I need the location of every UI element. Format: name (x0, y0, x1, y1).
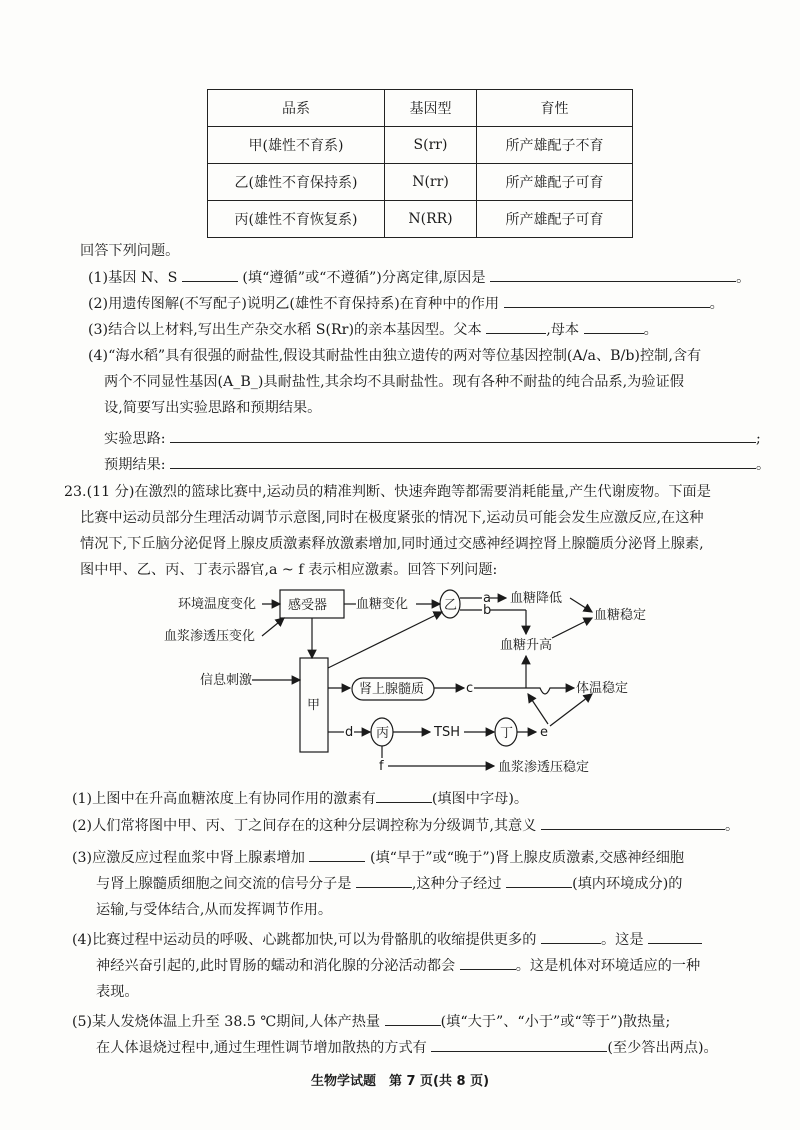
answer-blank[interactable] (490, 267, 736, 282)
label-ding: 丁 (500, 726, 514, 741)
q23-s3-text-e: (填内环境成分)的 (572, 876, 683, 892)
label-osm-change: 血浆渗透压变化 (164, 629, 256, 644)
label-d: d (345, 725, 354, 740)
label-f: f (379, 759, 384, 774)
answer-blank[interactable] (356, 873, 412, 888)
label-receptor: 感受器 (288, 598, 328, 613)
q23-sub5-line1 (72, 1011, 670, 1031)
label-a: a (483, 591, 491, 606)
label-b: b (483, 603, 492, 618)
label-e: e (540, 725, 548, 740)
answer-blank[interactable] (309, 847, 365, 862)
label-info: 信息刺激 (200, 673, 253, 688)
table-cell: S(rr) (385, 127, 477, 164)
answer-blank[interactable] (431, 1037, 607, 1052)
idea-label: 实验思路: (104, 431, 166, 447)
label-adrenal: 肾上腺髓质 (359, 682, 425, 697)
q23-s5-text-d: (至少答出两点)。 (607, 1040, 718, 1056)
table-header: 基因型 (385, 90, 477, 127)
q23-s3-text-a: (3)应激反应过程血浆中肾上腺素增加 (72, 850, 305, 866)
q23-stem-line1: 23.(11 分)在激烈的篮球比赛中,运动员的精准判断、快速奔跑等都需要消耗能量,产生代谢废物。下面是 (64, 484, 711, 500)
q23-s3-text-d: ,这种分子经过 (411, 876, 502, 892)
table-cell: 所产雄配子不育 (477, 127, 633, 164)
table-cell: 所产雄配子可育 (477, 164, 633, 201)
table-cell: 所产雄配子可育 (477, 201, 633, 238)
q22-s2-text: (2)用遗传图解(不写配子)说明乙(雄性不育保持系)在育种中的作用 (88, 296, 500, 312)
table-cell: 乙(雄性不育保持系) (208, 164, 385, 201)
q23-s4-text-d: 。这是机体对环境适应的一种 (515, 958, 701, 974)
q23-sub5-line2 (96, 1037, 718, 1057)
q23-stem-line4: 图中甲、乙、丙、丁表示器官,a ~ f 表示相应激素。回答下列问题: (80, 562, 498, 578)
q22-intro: 回答下列问题。 (80, 243, 180, 259)
mother-blank[interactable] (584, 319, 644, 334)
label-osm-stable: 血浆渗透压稳定 (498, 760, 590, 775)
q23-s4-text-c: 神经兴奋引起的,此时胃肠的蠕动和消化腺的分泌活动都会 (96, 958, 456, 974)
q23-sub3-line3: 运输,与受体结合,从而发挥调节作用。 (96, 902, 333, 918)
q23-s5-text-b: (填“大于”、“小于”或“等于”)散热量; (440, 1014, 671, 1030)
q22-sub1 (88, 267, 750, 287)
q22-s4-line3: 设,简要写出实验思路和预期结果。 (104, 400, 322, 416)
answer-blank[interactable] (541, 929, 601, 944)
q23-stem-line2: 比赛中运动员部分生理活动调节示意图,同时在极度紧张的情况下,运动员可能会发生应激反应,在这种 (80, 510, 704, 526)
table-row (208, 201, 633, 238)
table-row (208, 127, 633, 164)
label-env-temp: 环境温度变化 (178, 597, 257, 612)
q23-s5-text-c: 在人体退烧过程中,通过生理性调节增加散热的方式有 (96, 1040, 427, 1056)
label-sugar-up: 血糖升高 (500, 638, 553, 653)
q23-s3-text-b: (填“早于”或“晚于”)肾上腺皮质激素,交感神经细胞 (369, 850, 685, 866)
result-end: 。 (756, 457, 771, 473)
q23-sub1 (72, 788, 528, 808)
q23-sub3-line1 (72, 847, 684, 867)
answer-blank[interactable] (182, 267, 238, 282)
label-tsh: TSH (434, 725, 460, 740)
answer-blank[interactable] (504, 293, 710, 308)
q23-s4-text-b: 。这是 (600, 932, 644, 948)
label-yi: 乙 (444, 598, 458, 613)
answer-blank[interactable] (541, 815, 725, 830)
label-jia: 甲 (307, 698, 321, 713)
label-sugar-stable: 血糖稳定 (594, 608, 647, 623)
q23-s1-text-a: (1)上图中在升高血糖浓度上有协同作用的激素有 (72, 791, 376, 807)
q22-s1-text-a: (1)基因 N、S (88, 270, 178, 286)
label-temp-stable: 体温稳定 (576, 681, 629, 696)
answer-blank[interactable] (385, 1011, 441, 1026)
label-bing: 丙 (376, 726, 390, 741)
answer-blank[interactable] (506, 873, 572, 888)
result-label: 预期结果: (104, 457, 166, 473)
q23-sub4-line3: 表现。 (96, 984, 139, 1000)
q22-sub3 (88, 319, 658, 339)
idea-blank[interactable] (170, 428, 756, 443)
q22-s3-end: 。 (643, 322, 658, 338)
q23-sub2 (72, 815, 739, 835)
q22-s3-text-b: ,母本 (546, 322, 580, 338)
q22-s2-end: 。 (709, 296, 724, 312)
experiment-idea (104, 428, 761, 448)
expected-result (104, 454, 770, 474)
q23-s3-text-c: 与肾上腺髓质细胞之间交流的信号分子是 (96, 876, 352, 892)
answer-blank[interactable] (460, 955, 516, 970)
q22-s3-text-a: (3)结合以上材料,写出生产杂交水稻 S(Rr)的亲本基因型。父本 (88, 322, 482, 338)
q22-s4-line1: (4)“海水稻”具有很强的耐盐性,假设其耐盐性由独立遗传的两对等位基因控制(A/a、B/b)控制,含有 (88, 348, 702, 364)
regulation-diagram (160, 576, 647, 776)
q23-s5-text-a: (5)某人发烧体温上升至 38.5 ℃期间,人体产热量 (72, 1014, 381, 1030)
q22-s1-text-b: (填“遵循”或“不遵循”)分离定律,原因是 (242, 270, 486, 286)
q23-sub4-line1 (72, 929, 702, 949)
page-footer: 生物学试题 第 7 页(共 8 页) (310, 1074, 490, 1089)
table-header: 品系 (208, 90, 385, 127)
q23-sub3-line2 (96, 873, 682, 893)
table-cell: N(RR) (385, 201, 477, 238)
father-blank[interactable] (486, 319, 546, 334)
genotype-table (207, 89, 633, 238)
q22-s1-end: 。 (736, 270, 751, 286)
label-c: c (466, 681, 474, 696)
label-sugar-down: 血糖降低 (510, 591, 563, 606)
label-glucose-change: 血糖变化 (356, 597, 409, 612)
result-blank[interactable] (170, 454, 756, 469)
q23-s4-text-a: (4)比赛过程中运动员的呼吸、心跳都加快,可以为骨骼肌的收缩提供更多的 (72, 932, 537, 948)
answer-blank[interactable] (376, 788, 432, 803)
q23-stem-line3: 情况下,下丘脑分泌促肾上腺皮质激素释放激素增加,同时通过交感神经调控肾上腺髓质分泌肾上腺素, (80, 536, 704, 552)
table-cell: N(rr) (385, 164, 477, 201)
idea-end: ; (756, 431, 761, 447)
q22-s4-line2: 两个不同显性基因(A_B_)具耐盐性,其余均不具耐盐性。现有各种不耐盐的纯合品系,为验证假 (104, 374, 684, 390)
q23-s2-text: (2)人们常将图中甲、丙、丁之间存在的这种分层调控称为分级调节,其意义 (72, 818, 537, 834)
table-cell: 丙(雄性不育恢复系) (208, 201, 385, 238)
table-header: 育性 (477, 90, 633, 127)
table-cell: 甲(雄性不育系) (208, 127, 385, 164)
table-header-row (208, 90, 633, 127)
answer-blank[interactable] (648, 929, 702, 944)
q23-s2-end: 。 (724, 818, 740, 834)
q23-sub4-line2 (96, 955, 700, 975)
table-row (208, 164, 633, 201)
q22-sub2 (88, 293, 724, 313)
q23-s1-text-b: (填图中字母)。 (431, 791, 529, 807)
